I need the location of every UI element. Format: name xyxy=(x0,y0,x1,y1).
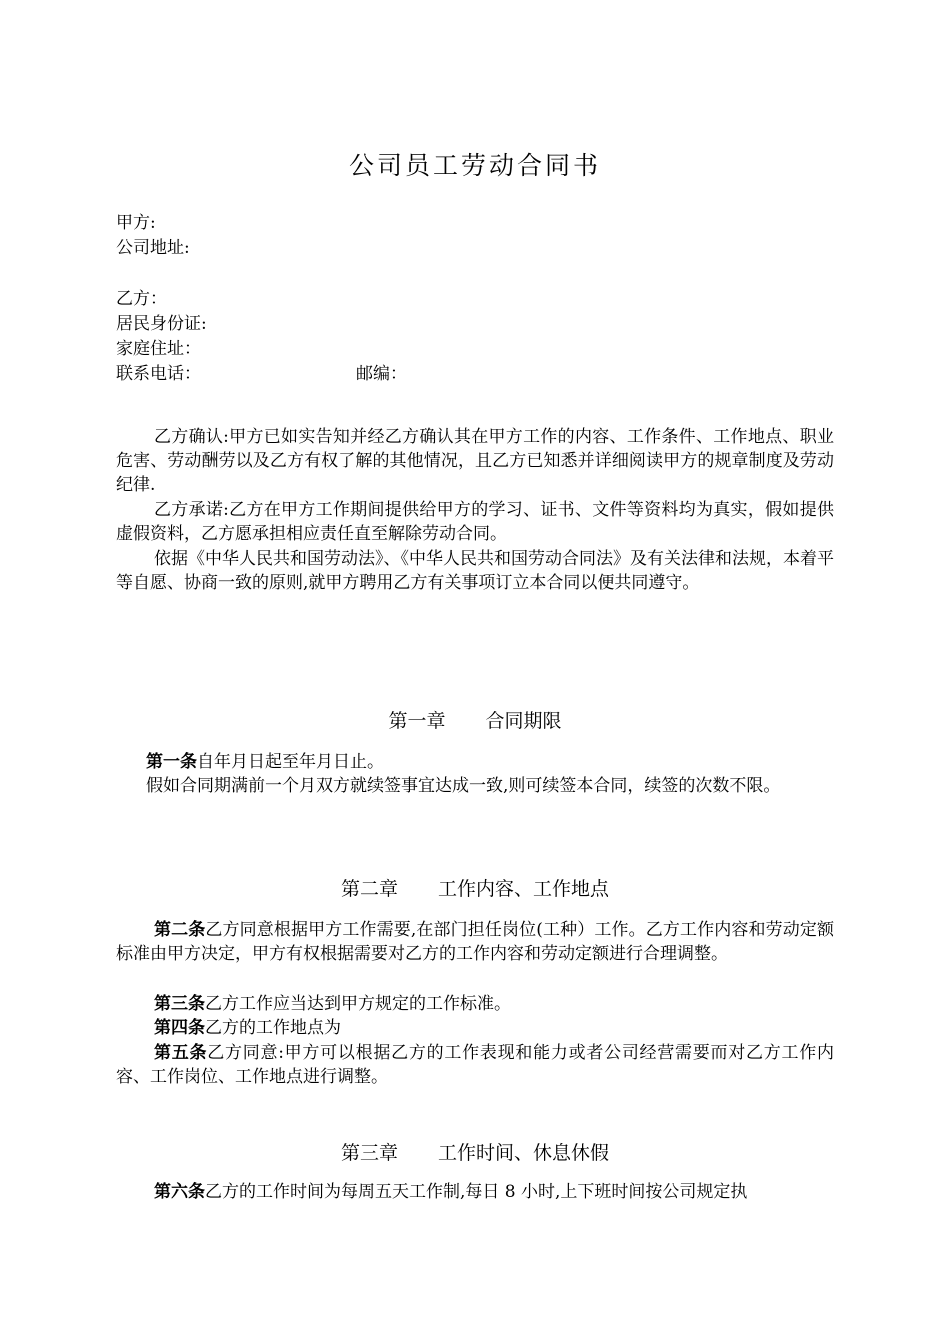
article-5-text: 乙方同意:甲方可以根据乙方的工作表现和能力或者公司经营需要而对乙方工作内容、工作岗位、工作地点进行调整。 xyxy=(116,1043,834,1087)
article-1 xyxy=(116,750,834,774)
article-1-renewal-note: 假如合同期满前一个月双方就续签事宜达成一致,则可续签本合同，续签的次数不限。 xyxy=(146,776,781,796)
article-6-text: 乙方的工作时间为每周五天工作制,每日 8 小时,上下班时间按公司规定执 xyxy=(205,1182,748,1202)
article-4 xyxy=(116,1016,834,1040)
preamble-confirmation: 乙方确认:甲方已如实告知并经乙方确认其在甲方工作的内容、工作条件、工作地点、职业危害、劳动酬劳以及乙方有权了解的其他情况，且乙方已知悉并详细阅读甲方的规章制度及劳动纪律. xyxy=(116,427,834,495)
article-4-text: 乙方的工作地点为 xyxy=(205,1018,341,1038)
document-title: 公司员工劳动合同书 xyxy=(348,151,601,180)
article-1-label: 第一条 xyxy=(146,752,197,772)
preamble-basis: 依据《中华人民共和国劳动法》、《中华人民共和国劳动合同法》及有关法律和法规，本着平等自愿、协商一致的原则,就甲方聘用乙方有关事项订立本合同以便共同遵守。 xyxy=(116,549,834,593)
chapter-2-heading xyxy=(0,874,950,901)
article-3-label: 第三条 xyxy=(154,994,205,1014)
chapter-1-heading xyxy=(0,706,950,733)
article-5-label: 第五条 xyxy=(154,1043,208,1063)
article-2-text: 乙方同意根据甲方工作需要,在部门担任岗位(工种）工作。乙方工作内容和劳动定额标准由甲方决定，甲方有权根据需要对乙方的工作内容和劳动定额进行合理调整。 xyxy=(116,920,834,964)
article-1-text: 自年月日起至年月日止。 xyxy=(197,752,384,772)
id-card-label: 居民身份证: xyxy=(116,314,207,334)
chapter-3-title: 工作时间、休息休假 xyxy=(438,1142,610,1164)
article-6 xyxy=(116,1180,834,1204)
party-a-label: 甲方: xyxy=(116,213,156,233)
article-5 xyxy=(116,1041,834,1089)
chapter-3-heading xyxy=(0,1138,950,1165)
home-address-label: 家庭住址： xyxy=(116,339,201,359)
article-3-text: 乙方工作应当达到甲方规定的工作标准。 xyxy=(205,994,511,1014)
chapter-2-title: 工作内容、工作地点 xyxy=(438,878,610,900)
article-4-label: 第四条 xyxy=(154,1018,205,1038)
article-2-label: 第二条 xyxy=(154,920,206,940)
article-6-label: 第六条 xyxy=(154,1182,205,1202)
preamble-commitment: 乙方承诺:乙方在甲方工作期间提供给甲方的学习、证书、文件等资料均为真实，假如提供虚假资料，乙方愿承担相应责任直至解除劳动合同。 xyxy=(116,500,834,544)
company-address-label: 公司地址: xyxy=(116,238,190,258)
postcode-label: 邮编： xyxy=(356,364,407,384)
chapter-1-title: 合同期限 xyxy=(485,710,562,732)
article-3 xyxy=(116,992,834,1016)
phone-label: 联系电话： xyxy=(116,364,201,384)
chapter-2-number: 第二章 xyxy=(340,878,398,900)
chapter-1-number: 第一章 xyxy=(388,710,446,732)
chapter-3-number: 第三章 xyxy=(340,1142,398,1164)
article-2 xyxy=(116,918,834,966)
party-b-label: 乙方： xyxy=(116,289,167,309)
